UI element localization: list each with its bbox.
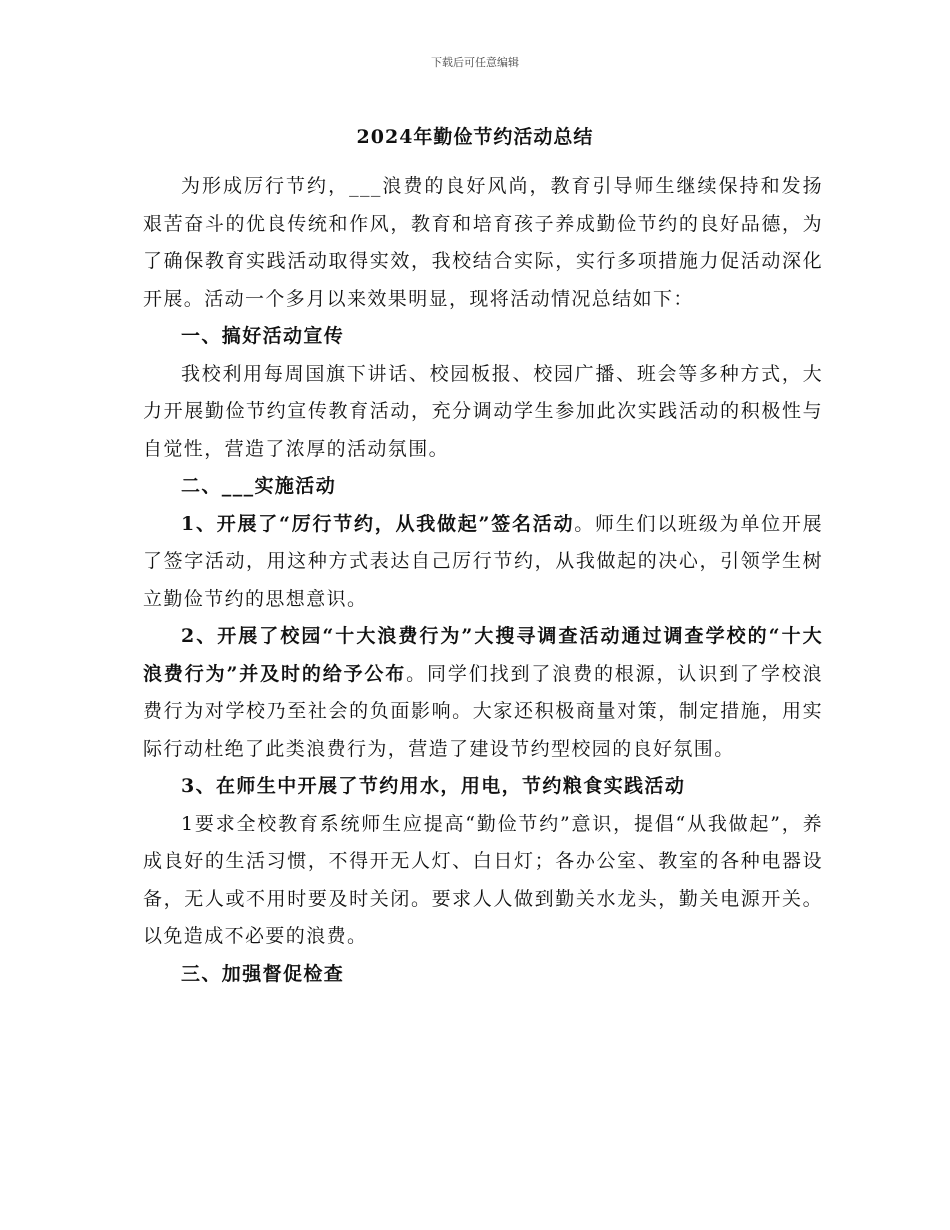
intro-paragraph: 为形成厉行节约，___浪费的良好风尚，教育引导师生继续保持和发扬艰苦奋斗的优良传统和作风，教育和培育孩子养成勤俭节约的良好品德，为了确保教育实践活动取得实效，我校结合实际，实行多项措施力促活动深化开展。活动一个多月以来效果明显，现将活动情况总结如下： (143, 175, 823, 310)
item-3-paragraph: 1要求全校教育系统师生应提高“勤俭节约”意识，提倡“从我做起”，养成良好的生活习惯，不得开无人灯、白日灯；各办公室、教室的各种电器设备，无人或不用时要及时关闭。要求人人做到勤关水龙头，勤关电源开关。以免造成不必要的浪费。 (143, 812, 823, 947)
section-2-heading: 二、___实施活动 (181, 475, 337, 497)
item-2-lead: 2、开展了校园“十大浪费行为”大搜寻调查活动通过调查学校的“十大浪费行为”并及时的给予公布 (143, 625, 823, 685)
item-1-paragraph (143, 506, 823, 619)
document-body (143, 168, 823, 993)
item-2-text: 。同学们找到了浪费的根源，认识到了学校浪费行为对学校乃至社会的负面影响。大家还积极商量对策，制定措施，用实际行动杜绝了此类浪费行为，营造了建设节约型校园的良好氛围。 (143, 662, 823, 760)
item-1-text: 。师生们以班级为单位开展了签字活动，用这种方式表达自己厉行节约，从我做起的决心，引领学生树立勤俭节约的思想意识。 (143, 512, 823, 610)
section-3-heading: 三、加强督促检查 (181, 962, 345, 985)
item-1-lead: 1、开展了“厉行节约，从我做起”签名活动 (181, 512, 575, 535)
header-note: 下载后可任意编辑 (431, 56, 519, 69)
item-3-heading: 3、在师生中开展了节约用水，用电，节约粮食实践活动 (181, 775, 686, 797)
section-1-paragraph: 我校利用每周国旗下讲话、校园板报、校园广播、班会等多种方式，大力开展勤俭节约宣传教育活动，充分调动学生参加此次实践活动的积极性与自觉性，营造了浓厚的活动氛围。 (143, 362, 823, 460)
item-2-paragraph (143, 618, 823, 768)
section-1-heading: 一、搞好活动宣传 (181, 325, 345, 347)
document-title: 2024年勤俭节约活动总结 (356, 126, 594, 148)
